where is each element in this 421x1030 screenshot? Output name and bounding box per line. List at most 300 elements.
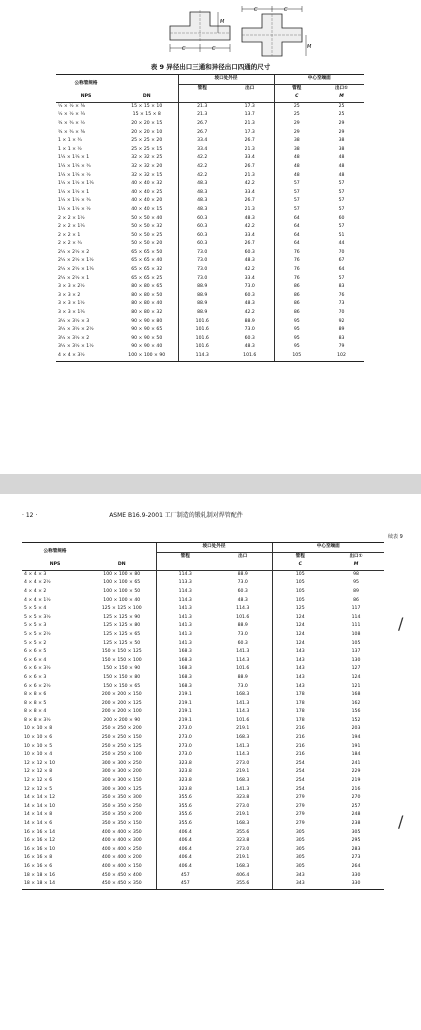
cell-m: 295 <box>351 838 361 844</box>
table-row <box>22 863 384 872</box>
cell-outlet-od: 219.1 <box>236 769 250 775</box>
cell-m: 25 <box>338 112 345 118</box>
cell-outlet-od: 168.3 <box>236 735 250 741</box>
cell-m: 48 <box>338 155 345 161</box>
col-header-outlet: 出口 <box>238 553 248 559</box>
col-header-run2: 管程 <box>274 84 319 93</box>
cell-dn: 300 × 300 × 200 <box>101 769 142 775</box>
cell-m: 238 <box>351 821 361 826</box>
cell-outlet-od: 355.6 <box>236 829 250 835</box>
cell-run-od: 168.3 <box>156 683 214 692</box>
cell-m: 105 <box>351 640 361 646</box>
cell-dn: 15 × 15 × 8 <box>132 112 161 118</box>
cell-run-od: 73.0 <box>178 249 226 258</box>
cell-outlet-od: 60.3 <box>237 588 248 594</box>
cell-dn: 100 × 100 × 40 <box>103 597 141 603</box>
cell-dn: 150 × 150 × 65 <box>103 683 141 689</box>
cell-m: 57 <box>338 189 345 195</box>
cell-c: 95 <box>274 318 319 327</box>
cell-dn: 150 × 150 × 100 <box>101 657 142 663</box>
cell-nps: 16 × 16 × 6 <box>24 863 53 869</box>
cell-run-od: 21.3 <box>178 111 226 120</box>
cell-nps: 12 × 12 × 8 <box>24 769 53 775</box>
cell-c: 279 <box>272 803 328 812</box>
cell-m: 57 <box>338 224 345 230</box>
cell-c: 64 <box>274 240 319 249</box>
cell-nps: 10 × 10 × 8 <box>24 726 53 732</box>
table-row <box>56 326 364 335</box>
cell-c: 216 <box>272 751 328 760</box>
cell-run-od: 141.3 <box>156 605 214 614</box>
cell-c: 343 <box>272 880 328 889</box>
cell-m: 270 <box>351 795 361 801</box>
cell-nps: 8 × 8 × 6 <box>24 692 47 698</box>
col-header-run: 管程 <box>156 552 214 561</box>
cell-c: 279 <box>272 820 328 829</box>
cell-m: 57 <box>338 275 345 281</box>
cell-nps: 10 × 10 × 6 <box>24 735 53 741</box>
cell-dn: 50 × 50 × 20 <box>131 241 163 247</box>
cell-run-od: 406.4 <box>156 829 214 838</box>
cell-dn: 40 × 40 × 25 <box>131 189 163 195</box>
cell-outlet-od: 42.2 <box>244 181 255 187</box>
cell-run-od: 42.2 <box>178 163 226 172</box>
cell-c: 38 <box>274 146 319 155</box>
table-row <box>22 777 384 786</box>
cell-nps: 6 × 6 × 5 <box>24 649 47 655</box>
cell-outlet-od: 168.3 <box>236 821 250 826</box>
cell-m: 48 <box>338 163 345 169</box>
cell-outlet-od: 21.3 <box>244 120 255 126</box>
cell-outlet-od: 114.3 <box>236 752 250 758</box>
cell-nps: 2 × 2 × 1¼ <box>58 224 85 230</box>
cell-run-od: 323.8 <box>156 786 214 795</box>
cell-run-od: 273.0 <box>156 734 214 743</box>
cell-dn: 350 × 350 × 250 <box>101 803 142 809</box>
cell-run-od: 48.3 <box>178 180 226 189</box>
cell-c: 38 <box>274 137 319 146</box>
margin-mark: / <box>398 812 404 831</box>
cell-dn: 250 × 250 × 150 <box>101 735 142 741</box>
cell-c: 57 <box>274 206 319 215</box>
table-row <box>56 206 364 215</box>
page-number: · 12 · <box>22 512 38 519</box>
cell-c: 86 <box>274 292 319 301</box>
cell-m: 48 <box>338 172 345 178</box>
cell-outlet-od: 219.1 <box>236 812 250 818</box>
cell-run-od: 323.8 <box>156 760 214 769</box>
cell-c: 95 <box>274 326 319 335</box>
table-row <box>22 760 384 769</box>
cell-dn: 100 × 100 × 65 <box>103 580 141 586</box>
table-row <box>56 137 364 146</box>
cell-nps: 4 × 4 × 3½ <box>56 352 116 361</box>
cell-m: 216 <box>351 786 361 792</box>
cell-m: 60 <box>338 215 345 221</box>
cell-c: 178 <box>272 717 328 726</box>
table-row <box>22 631 384 640</box>
table-row <box>56 102 364 111</box>
group-header-od: 坡口处外径 <box>156 543 272 553</box>
cell-outlet-od: 355.6 <box>214 880 272 889</box>
cell-m: 121 <box>351 683 361 689</box>
cell-run-od: 406.4 <box>156 837 214 846</box>
dim-label: C <box>254 7 258 13</box>
cell-nps: 8 × 8 × 5 <box>24 700 47 706</box>
cell-outlet-od: 33.4 <box>244 232 255 238</box>
margin-mark: / <box>398 614 404 633</box>
col-header-nominal: 公称管规格 <box>22 543 88 562</box>
cell-run-od: 141.3 <box>156 622 214 631</box>
table-row <box>56 215 364 224</box>
cell-dn: 400 × 400 × 150 <box>101 863 142 869</box>
cell-outlet-od: 141.3 <box>236 700 250 706</box>
cell-nps: 1 × 1 × ½ <box>58 146 82 152</box>
cell-c: 279 <box>272 811 328 820</box>
table-row <box>22 725 384 734</box>
cell-nps: 16 × 16 × 8 <box>24 855 53 861</box>
cell-nps: ¾ × ¾ × ⅜ <box>58 129 85 135</box>
table-row <box>56 111 364 120</box>
cell-nps: 2½ × 2½ × 1 <box>58 275 90 281</box>
cell-outlet-od: 26.7 <box>244 163 255 169</box>
cell-nps: 3 × 3 × 1½ <box>58 301 85 307</box>
col-header-m: M <box>319 93 364 102</box>
cell-dn: 90 × 90 × 65 <box>131 327 163 333</box>
cell-dn: 100 × 100 × 80 <box>103 571 141 577</box>
table-row <box>22 657 384 666</box>
table-row <box>56 180 364 189</box>
cell-dn: 350 × 350 × 200 <box>101 812 142 818</box>
dimension-table-continued <box>22 542 384 890</box>
cell-outlet-od: 73.0 <box>237 631 248 637</box>
cell-dn: 125 × 125 × 100 <box>101 606 142 612</box>
table-row <box>56 172 364 181</box>
cell-dn: 20 × 20 × 10 <box>131 129 163 135</box>
cell-m: 283 <box>351 846 361 852</box>
cell-nps: 3 × 3 × 2½ <box>58 284 85 290</box>
cell-nps: 6 × 6 × 3 <box>24 674 47 680</box>
table-row <box>56 154 364 163</box>
cell-run-od: 323.8 <box>156 777 214 786</box>
cell-c: 143 <box>272 665 328 674</box>
cell-nps: 1¼ × 1¼ × ¾ <box>58 163 91 169</box>
cell-nps: 16 × 16 × 14 <box>24 829 56 835</box>
running-title: ASME B16.9-2001 工厂制造的锻轧制对焊管配件 <box>109 512 243 519</box>
cell-run-od: 168.3 <box>156 674 214 683</box>
cell-c: 105 <box>272 579 328 588</box>
cell-dn: 400 × 400 × 250 <box>101 846 142 852</box>
cell-dn: 20 × 20 × 15 <box>131 120 163 126</box>
cell-m: 330 <box>328 880 384 889</box>
cell-run-od: 21.3 <box>178 102 226 111</box>
cell-outlet-od: 101.6 <box>236 666 250 672</box>
col-header-outlet2: 出口① <box>334 85 349 91</box>
cell-nps: 6 × 6 × 4 <box>24 657 47 663</box>
cell-nps: 18 × 18 × 16 <box>24 872 56 878</box>
cell-outlet-od: 42.2 <box>244 267 255 273</box>
cell-outlet-od: 21.3 <box>244 146 255 152</box>
table-caption: 表 9 异径出口三通和异径出口四通的尺寸 <box>150 63 271 71</box>
cell-outlet-od: 60.3 <box>237 640 248 646</box>
cell-nps: 2 × 2 × 1½ <box>58 215 85 221</box>
cell-c: 125 <box>272 605 328 614</box>
cell-m: 219 <box>351 778 361 784</box>
cell-run-od: 168.3 <box>156 648 214 657</box>
table-row <box>22 570 384 579</box>
cell-c: 76 <box>274 249 319 258</box>
cell-nps: 18 × 18 × 14 <box>22 880 88 889</box>
cell-m: 73 <box>338 301 345 307</box>
table-row <box>22 811 384 820</box>
table-row <box>22 717 384 726</box>
cell-dn: 25 × 25 × 15 <box>131 146 163 152</box>
table-row <box>56 292 364 301</box>
cell-c: 105 <box>272 570 328 579</box>
cell-m: 64 <box>338 267 345 273</box>
cell-m: 102 <box>319 352 364 361</box>
cell-outlet-od: 33.4 <box>244 189 255 195</box>
table-row <box>22 691 384 700</box>
table-row <box>22 743 384 752</box>
cell-outlet-od: 26.7 <box>244 198 255 204</box>
dim-label: M <box>220 19 225 25</box>
col-header-dn: DN <box>88 561 156 570</box>
cell-nps: 14 × 14 × 6 <box>24 821 53 826</box>
cell-dn: 65 × 65 × 25 <box>131 275 163 281</box>
cell-dn: 40 × 40 × 32 <box>131 181 163 187</box>
cell-nps: ½ × ½ × ¼ <box>58 112 85 118</box>
cell-dn: 65 × 65 × 32 <box>131 267 163 273</box>
cell-m: 191 <box>351 743 361 749</box>
cell-outlet-od: 73.0 <box>237 580 248 586</box>
table-row <box>22 614 384 623</box>
table-row <box>22 734 384 743</box>
cell-c: 124 <box>272 640 328 649</box>
cell-nps: 3½ × 3½ × 2 <box>58 335 90 341</box>
cell-c: 305 <box>272 837 328 846</box>
group-header-center: 中心至端面 <box>272 543 384 553</box>
cell-nps: 2 × 2 × ¾ <box>58 241 82 247</box>
cell-m: 70 <box>338 249 345 255</box>
table-row <box>56 275 364 284</box>
cell-nps: 4 × 4 × 1½ <box>24 597 51 603</box>
cell-c: 216 <box>272 725 328 734</box>
cell-dn: 32 × 32 × 15 <box>131 172 163 178</box>
cell-m: 257 <box>351 803 361 809</box>
cell-run-od: 60.3 <box>178 223 226 232</box>
table-row <box>56 266 364 275</box>
cell-outlet-od: 48.3 <box>244 215 255 221</box>
cell-nps: 2½ × 2½ × 1¼ <box>58 267 94 273</box>
cell-c: 105 <box>274 352 319 361</box>
cell-outlet-od: 42.2 <box>244 224 255 230</box>
cell-m: 137 <box>351 649 361 655</box>
continued-label: 续表 9 <box>388 534 403 540</box>
cell-m: 305 <box>351 829 361 835</box>
cell-run-od: 33.4 <box>178 146 226 155</box>
table-row <box>56 129 364 138</box>
cell-dn: 50 × 50 × 40 <box>131 215 163 221</box>
cell-dn: 25 × 25 × 20 <box>131 138 163 144</box>
tee-diagram <box>160 6 240 56</box>
cell-outlet-od: 273.0 <box>236 803 250 809</box>
cell-dn: 250 × 250 × 125 <box>101 743 142 749</box>
cell-run-od: 141.3 <box>156 631 214 640</box>
cell-outlet-od: 88.9 <box>237 623 248 629</box>
cell-nps: 2½ × 2½ × 1½ <box>58 258 94 264</box>
cell-m: 203 <box>351 726 361 732</box>
cell-run-od: 114.3 <box>156 570 214 579</box>
table-row <box>22 837 384 846</box>
table-row <box>56 257 364 266</box>
cell-outlet-od: 114.3 <box>236 606 250 612</box>
table-row <box>56 163 364 172</box>
table-row <box>22 648 384 657</box>
table-row <box>22 605 384 614</box>
cell-nps: 14 × 14 × 12 <box>24 795 56 801</box>
page-two <box>0 494 421 1030</box>
cell-m: 241 <box>351 760 361 766</box>
cell-nps: 5 × 5 × 3½ <box>24 614 51 620</box>
table-row <box>56 189 364 198</box>
table-row <box>56 240 364 249</box>
cell-outlet-od: 13.7 <box>244 112 255 118</box>
cell-c: 86 <box>274 309 319 318</box>
cell-dn: 300 × 300 × 150 <box>101 778 142 784</box>
cell-c: 64 <box>274 223 319 232</box>
cell-c: 124 <box>272 631 328 640</box>
cell-nps: 3 × 3 × 2 <box>58 292 81 298</box>
cell-run-od: 114.3 <box>178 352 226 361</box>
cell-c: 178 <box>272 691 328 700</box>
cell-dn: 15 × 15 × 10 <box>131 103 163 109</box>
col-header-nominal: 公称管规格 <box>56 75 116 94</box>
cell-outlet-od: 48.3 <box>244 344 255 350</box>
cell-nps: 12 × 12 × 10 <box>24 760 56 766</box>
cell-c: 143 <box>272 657 328 666</box>
cell-m: 156 <box>351 709 361 715</box>
cell-outlet-od: 88.9 <box>237 674 248 680</box>
cell-c: 305 <box>272 854 328 863</box>
cell-outlet-od: 48.3 <box>237 597 248 603</box>
cell-c: 305 <box>272 829 328 838</box>
cell-c: 76 <box>274 257 319 266</box>
cell-run-od: 101.6 <box>178 318 226 327</box>
table-row <box>22 880 384 889</box>
cell-outlet-od: 114.3 <box>236 657 250 663</box>
cell-c: 48 <box>274 163 319 172</box>
table-row <box>22 854 384 863</box>
cell-outlet-od: 168.3 <box>236 778 250 784</box>
cell-outlet-od: 48.3 <box>244 301 255 307</box>
cell-dn: 150 × 150 × 125 <box>101 649 142 655</box>
cell-nps: 6 × 6 × 3½ <box>24 666 51 672</box>
table-row <box>22 579 384 588</box>
dimension-table <box>56 74 364 362</box>
cell-c: 48 <box>274 154 319 163</box>
cell-c: 124 <box>272 614 328 623</box>
cell-c: 343 <box>272 872 328 881</box>
cell-run-od: 33.4 <box>178 137 226 146</box>
cell-run-od: 406.4 <box>156 863 214 872</box>
cell-nps: 2½ × 2½ × 2 <box>58 249 90 255</box>
cell-run-od: 101.6 <box>178 343 226 352</box>
table-row <box>22 622 384 631</box>
cell-c: 178 <box>272 708 328 717</box>
cell-c: 95 <box>274 343 319 352</box>
group-header-od: 坡口处外径 <box>178 75 274 85</box>
cell-run-od: 406.4 <box>156 846 214 855</box>
cell-run-od: 355.6 <box>156 803 214 812</box>
cell-nps: 4 × 4 × 3 <box>24 571 47 577</box>
cell-dn: 300 × 300 × 250 <box>101 760 142 766</box>
cell-m: 95 <box>353 580 359 586</box>
cell-outlet-od: 60.3 <box>244 292 255 298</box>
cell-m: 264 <box>351 863 361 869</box>
cell-run-od: 355.6 <box>156 811 214 820</box>
cell-m: 184 <box>351 752 361 758</box>
cell-outlet-od: 101.6 <box>236 717 250 723</box>
cell-outlet-od: 114.3 <box>236 709 250 715</box>
cell-nps: 3 × 3 × 1¼ <box>58 310 85 316</box>
cell-dn: 200 × 200 × 100 <box>101 709 142 715</box>
table-row <box>56 146 364 155</box>
cell-run-od: 26.7 <box>178 120 226 129</box>
table-row <box>22 700 384 709</box>
cell-run-od: 114.3 <box>156 597 214 606</box>
cell-dn: 450 × 450 × 400 <box>101 872 142 878</box>
cell-run-od: 355.6 <box>156 820 214 829</box>
cell-c: 64 <box>274 232 319 241</box>
cell-run-od: 88.9 <box>178 283 226 292</box>
cell-c: 57 <box>274 189 319 198</box>
cell-c: 25 <box>274 111 319 120</box>
cell-m: 92 <box>338 318 345 324</box>
col-header-m: M <box>328 561 384 570</box>
table-row <box>22 872 384 881</box>
cell-nps: 16 × 16 × 10 <box>24 846 56 852</box>
cell-c: 124 <box>272 622 328 631</box>
cell-dn: 350 × 350 × 300 <box>101 795 142 801</box>
cell-dn: 125 × 125 × 90 <box>103 614 141 620</box>
cell-c: 216 <box>272 743 328 752</box>
table-row <box>22 597 384 606</box>
col-header-run2: 管程 <box>272 552 328 561</box>
cell-run-od: 141.3 <box>156 640 214 649</box>
cell-dn: 100 × 100 × 90 <box>116 352 178 361</box>
dim-label: M <box>307 44 312 50</box>
cell-c: 305 <box>272 863 328 872</box>
cell-dn: 200 × 200 × 90 <box>103 717 141 723</box>
cell-outlet-od: 21.3 <box>244 206 255 212</box>
cell-m: 29 <box>338 120 345 126</box>
cell-outlet-od: 406.4 <box>236 872 250 878</box>
table-row <box>22 846 384 855</box>
cell-outlet-od: 323.8 <box>236 795 250 801</box>
cell-outlet-od: 42.2 <box>244 310 255 316</box>
dim-label: C <box>182 46 186 52</box>
cell-nps: 1¼ × 1¼ × ½ <box>58 172 91 178</box>
cell-c: 25 <box>274 102 319 111</box>
cell-nps: 14 × 14 × 10 <box>24 803 56 809</box>
cell-c: 143 <box>272 648 328 657</box>
cell-m: 111 <box>351 623 361 629</box>
cell-outlet-od: 88.9 <box>244 318 255 324</box>
cell-dn: 450 × 450 × 350 <box>88 880 156 889</box>
cell-c: 216 <box>272 734 328 743</box>
cell-outlet-od: 323.8 <box>236 838 250 844</box>
